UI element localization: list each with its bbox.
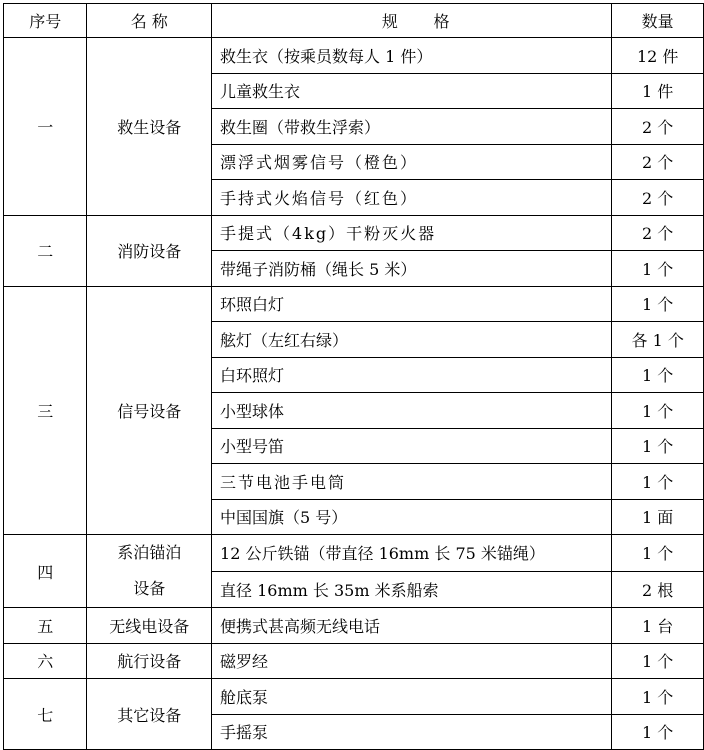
item-qty: 2 个 [612,180,704,216]
table-row [4,286,704,322]
group-seq: 二 [4,215,87,286]
item-spec: 救生圈（带救生浮索） [212,109,612,145]
item-spec: 白环照灯 [212,357,612,393]
item-qty: 各 1 个 [612,322,704,358]
header-qty: 数量 [612,4,704,38]
equipment-table [3,3,704,750]
item-spec: 手持式火焰信号（红色） [212,180,612,216]
item-qty: 1 个 [612,286,704,322]
group-name: 其它设备 [87,679,212,750]
table-row [4,679,704,715]
table-row [4,535,704,572]
group-seq: 七 [4,679,87,750]
item-qty: 1 个 [612,679,704,715]
group-name: 救生设备 [87,38,212,216]
table-row [4,38,704,74]
group-name-line1: 系泊锚泊 [117,543,182,562]
item-spec: 带绳子消防桶（绳长 5 米） [212,251,612,287]
group-seq: 一 [4,38,87,216]
item-qty: 1 面 [612,499,704,535]
group-name: 消防设备 [87,215,212,286]
item-spec: 救生衣（按乘员数每人 1 件） [212,38,612,74]
item-qty: 1 个 [612,643,704,679]
group-name: 信号设备 [87,286,212,535]
group-name: 航行设备 [87,643,212,679]
item-qty: 1 台 [612,608,704,644]
table-row [4,643,704,679]
item-spec: 便携式甚高频无线电话 [212,608,612,644]
group-name [87,535,212,608]
item-spec: 舷灯（左红右绿） [212,322,612,358]
group-name-line2: 设备 [133,579,166,598]
item-qty: 1 个 [612,535,704,572]
group-seq: 六 [4,643,87,679]
item-spec: 手摇泵 [212,714,612,750]
item-spec: 12 公斤铁锚（带直径 16mm 长 75 米锚绳） [212,535,612,572]
item-qty: 1 个 [612,393,704,429]
item-qty: 1 个 [612,251,704,287]
item-spec: 磁罗经 [212,643,612,679]
header-name: 名 称 [87,4,212,38]
item-qty: 1 个 [612,714,704,750]
item-spec: 小型号笛 [212,428,612,464]
item-spec: 儿童救生衣 [212,73,612,109]
group-name: 无线电设备 [87,608,212,644]
item-spec: 三节电池手电筒 [212,464,612,500]
item-qty: 2 个 [612,109,704,145]
group-seq: 四 [4,535,87,608]
item-spec: 手提式（4kg）干粉灭火器 [212,215,612,251]
table-row [4,215,704,251]
item-qty: 1 个 [612,428,704,464]
item-qty: 1 个 [612,357,704,393]
group-seq: 三 [4,286,87,535]
item-spec: 环照白灯 [212,286,612,322]
item-qty: 1 个 [612,464,704,500]
group-seq: 五 [4,608,87,644]
item-qty: 12 件 [612,38,704,74]
header-seq: 序号 [4,4,87,38]
item-spec: 舱底泵 [212,679,612,715]
table-row [4,608,704,644]
item-qty: 2 个 [612,144,704,180]
item-qty: 2 个 [612,215,704,251]
table-header-row [4,4,704,38]
item-spec: 小型球体 [212,393,612,429]
item-spec: 中国国旗（5 号） [212,499,612,535]
item-qty: 2 根 [612,571,704,608]
item-spec: 漂浮式烟雾信号（橙色） [212,144,612,180]
item-qty: 1 件 [612,73,704,109]
header-spec: 规 格 [212,4,612,38]
item-spec: 直径 16mm 长 35m 米系船索 [212,571,612,608]
